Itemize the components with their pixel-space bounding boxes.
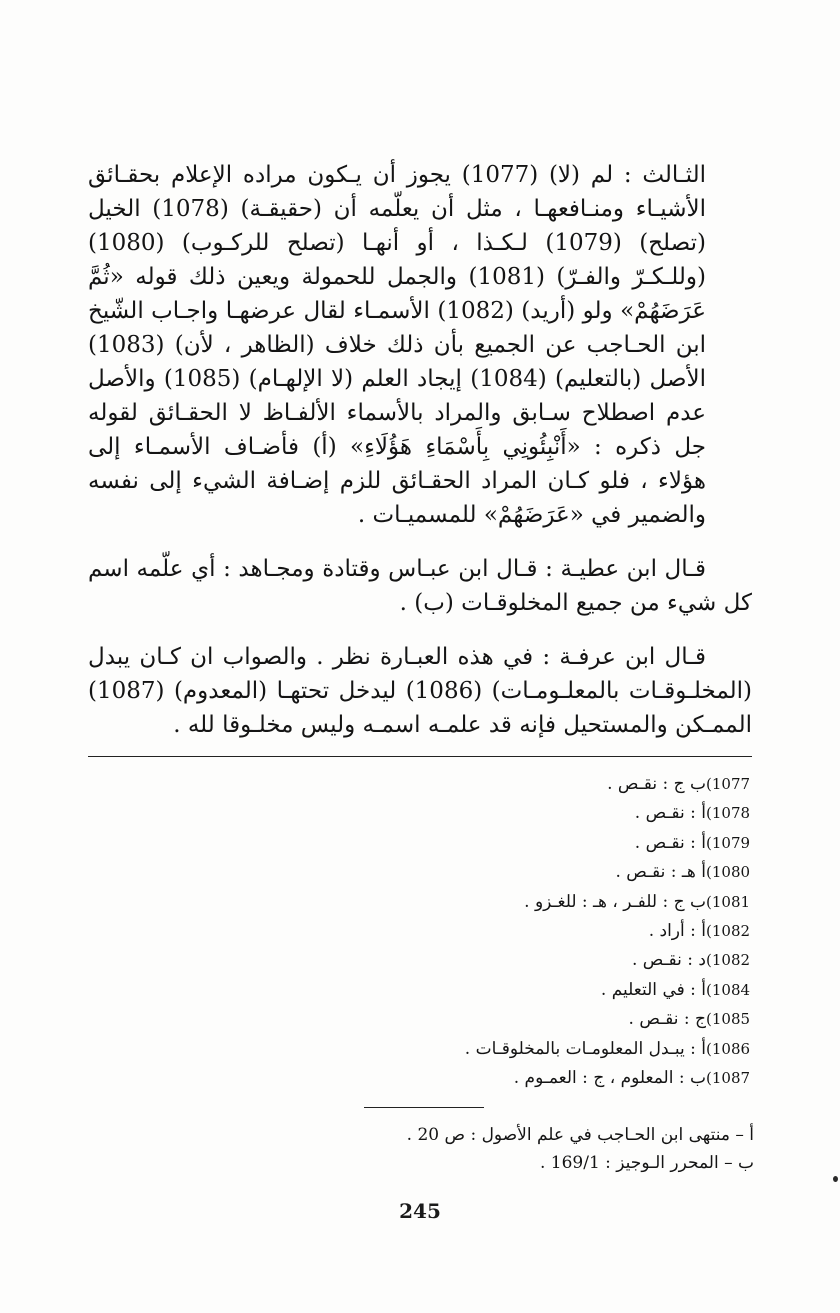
- note-number: (1080: [706, 863, 751, 882]
- references-separator: [364, 1107, 484, 1108]
- note-text: أ : نقـص .: [634, 832, 706, 853]
- note-number: (1086: [706, 1039, 751, 1058]
- note-number: (1082: [706, 951, 751, 970]
- note-item: [324, 770, 754, 799]
- note-text: د : نقـص .: [631, 950, 706, 971]
- note-number: (1079: [706, 833, 751, 852]
- note-item: [324, 1005, 754, 1034]
- note-item: [324, 829, 754, 858]
- note-text: ب : المعلوم ، ج : العمـوم .: [513, 1068, 706, 1089]
- note-item: [324, 858, 754, 887]
- note-item: [324, 888, 754, 917]
- note-text: ب ج : للفـر ، هـ : للغـزو .: [524, 891, 706, 912]
- note-text: ج : نقـص .: [628, 1009, 706, 1030]
- note-item: [324, 946, 754, 975]
- note-text: أ : نقـص .: [634, 803, 706, 824]
- page-number: 245: [399, 1199, 441, 1223]
- paragraph-2: قـال ابن عطيـة : قـال ابن عبـاس وقتادة ومجـاهد : أي علّمه اسم كل شيء من جميع المخلوقـات (ب) .: [88, 556, 752, 616]
- note-item: [324, 976, 754, 1005]
- note-number: (1077: [706, 775, 751, 793]
- scan-edge-mark: [833, 1176, 838, 1182]
- note-item: [324, 1035, 754, 1064]
- variant-notes: [324, 770, 754, 1093]
- note-number: (1084: [706, 980, 751, 999]
- note-number: (1082: [706, 922, 751, 941]
- note-number: (1087: [706, 1069, 751, 1088]
- note-number: (1081: [706, 892, 751, 911]
- note-text: أ : في التعليم .: [600, 979, 706, 1000]
- paragraph-1: الثـالث : لم (لا) (1077) يجوز أن يـكون مراده الإعلام بحقـائق الأشيـاء ومنـافعهـا ، مثل أن يعلّمه أن (حقيقـة) (1078) الخيل (تصلح) (1079) لـكـذا ، أو أنهـا (تصلح للركـوب) (1080) (وللـكـرّ والفـرّ) (1081) والجمل للحمولة ويعين ذلك قوله «ثُمَّ عَرَضَهُمْ» ولو (أريد) (1082) الأسمـاء لقال عرضهـا واجـاب الشّيخ ابن الحـاجب عن الجميع بأن ذلك خلاف (الظاهر ، لأن) (1083) الأصل (بالتعليم) (1084) إيجاد العلم (لا الإلهـام) (1085) والأصل عدم اصطلاح سـابق والمراد بالأسماء الألفـاظ لا الحقـائق لقوله جل ذكره : «أَنْبِئُونِي بِأَسْمَاءِ هَؤُلَاءِ» (أ) فأضـاف الأسمـاء إلى هؤلاء ، فلو كـان المراد الحقـائق للزم إضـافة الشيء إلى نفسه والضمير في «عَرَضَهُمْ» للمسميـات .: [88, 162, 707, 528]
- note-text: ب ج : نقـص .: [607, 774, 706, 794]
- note-text: أ هـ : نقـص .: [615, 862, 706, 883]
- note-text: أ : يبـدل المعلومـات بالمخلوقـات .: [464, 1038, 706, 1059]
- paragraph-3: قـال ابن عرفـة : في هذه العبـارة نظر . والصواب ان كـان يبدل (المخلـوقـات بالمعلـومـات) (1086) ليدخل تحتهـا (المعدوم) (1087) الممـكن والمستحيل فإنه قد علمـه اسمـه وليس مخلـوقا لله .: [88, 644, 752, 738]
- note-item: [324, 1064, 754, 1093]
- note-item: [324, 799, 754, 828]
- note-item: [324, 917, 754, 946]
- main-text: [88, 158, 752, 762]
- note-number: (1085: [706, 1010, 751, 1029]
- footnote-separator: [88, 756, 752, 757]
- source-references: [254, 1121, 754, 1177]
- note-number: (1078: [706, 804, 751, 823]
- note-text: أ : أراد .: [648, 921, 706, 942]
- reference-b: ب – المحرر الـوجيز : 169/1 .: [539, 1153, 754, 1173]
- reference-a: أ – منتهى ابن الحـاجب في علم الأصول : ص 20 .: [406, 1125, 754, 1145]
